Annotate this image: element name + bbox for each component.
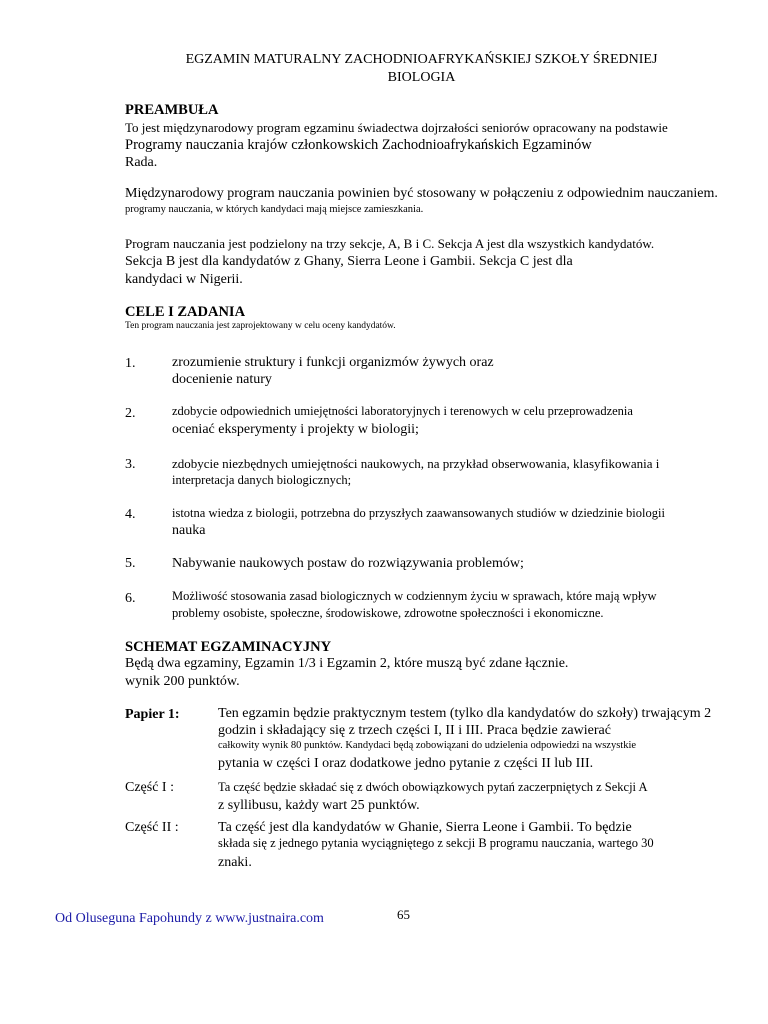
preamble-text: kandydaci w Nigerii. (125, 272, 243, 287)
list-item-number: 6. (125, 591, 136, 606)
aims-intro: Ten program nauczania jest zaprojektowany w celu oceny kandydatów. (125, 321, 396, 331)
preamble-text: Międzynarodowy program nauczania powinien być stosowany w połączeniu z odpowiednim nauczaniem. (125, 186, 718, 201)
scheme-heading: SCHEMAT EGZAMINACYJNY (125, 639, 332, 655)
paper1-text: całkowity wynik 80 punktów. Kandydaci będą zobowiązani do udzielenia odpowiedzi na wszystkie (218, 740, 637, 751)
part2-label: Część II : (125, 820, 179, 835)
list-item-text: Możliwość stosowania zasad biologicznych w codziennym życiu w sprawach, które mają wpływ (172, 589, 657, 603)
list-item-text: zdobycie niezbędnych umiejętności naukowych, na przykład obserwowania, klasyfikowania i (172, 456, 660, 471)
document-subtitle: BIOLOGIA (387, 70, 456, 85)
list-item-text: zdobycie odpowiednich umiejętności laboratoryjnych i terenowych w celu przeprowadzenia (172, 404, 633, 418)
part2-text: znaki. (218, 855, 252, 870)
preamble-text: programy nauczania, w których kandydaci mają miejsce zamieszkania. (125, 204, 424, 215)
aims-heading: CELE I ZADANIA (125, 304, 246, 320)
document-title: EGZAMIN MATURALNY ZACHODNIOAFRYKAŃSKIEJ SZKOŁY ŚREDNIEJ (185, 52, 658, 67)
preamble-text: Rada. (125, 155, 158, 170)
part1-text: z syllibusu, każdy wart 25 punktów. (218, 798, 420, 813)
part2-text: składa się z jednego pytania wyciągniętego z sekcji B programu nauczania, wartego 30 (218, 836, 654, 850)
paper1-text: pytania w części I oraz dodatkowe jedno pytanie z części II lub III. (218, 756, 594, 771)
list-item-number: 4. (125, 507, 136, 522)
list-item-text: istotna wiedza z biologii, potrzebna do przyszłych zaawansowanych studiów w dziedzinie biologii (172, 506, 665, 520)
page-number: 65 (397, 907, 410, 922)
part2-text: Ta część jest dla kandydatów w Ghanie, Sierra Leone i Gambii. To będzie (218, 820, 632, 835)
scheme-text: wynik 200 punktów. (125, 674, 240, 689)
list-item-text: oceniać eksperymenty i projekty w biologii; (172, 422, 419, 437)
part1-label: Część I : (125, 780, 174, 795)
list-item-text: docenienie natury (172, 372, 272, 387)
paper1-text: godzin i składający się z trzech części I, II i III. Praca będzie zawierać (218, 723, 611, 738)
list-item-number: 3. (125, 457, 136, 472)
preamble-heading: PREAMBUŁA (125, 102, 219, 118)
part1-text: Ta część będzie składać się z dwóch obowiązkowych pytań zaczerpniętych z Sekcji A (218, 780, 648, 794)
list-item-text: problemy osobiste, społeczne, środowiskowe, zdrowotne społeczności i ekonomiczne. (172, 606, 604, 620)
list-item-text: Nabywanie naukowych postaw do rozwiązywania problemów; (172, 556, 524, 571)
list-item-text: interpretacja danych biologicznych; (172, 473, 352, 487)
preamble-text: Programy nauczania krajów członkowskich Zachodnioafrykańskich Egzaminów (125, 137, 592, 153)
list-item-number: 2. (125, 406, 136, 421)
paper1-label: Papier 1: (125, 707, 180, 722)
preamble-text: To jest międzynarodowy program egzaminu świadectwa dojrzałości seniorów opracowany na podstawie (125, 120, 668, 135)
list-item-number: 1. (125, 356, 136, 371)
list-item-number: 5. (125, 556, 136, 571)
preamble-text: Sekcja B jest dla kandydatów z Ghany, Sierra Leone i Gambii. Sekcja C jest dla (125, 254, 573, 269)
paper1-text: Ten egzamin będzie praktycznym testem (tylko dla kandydatów do szkoły) trwającym 2 (218, 706, 712, 721)
scheme-text: Będą dwa egzaminy, Egzamin 1/3 i Egzamin 2, które muszą być zdane łącznie. (125, 656, 569, 671)
list-item-text: nauka (172, 523, 206, 538)
preamble-text: Program nauczania jest podzielony na trzy sekcje, A, B i C. Sekcja A jest dla wszystkich kandydatów. (125, 236, 655, 251)
list-item-text: zrozumienie struktury i funkcji organizmów żywych oraz (172, 355, 494, 370)
footer-source-link[interactable]: Od Oluseguna Fapohundy z www.justnaira.com (55, 911, 324, 926)
